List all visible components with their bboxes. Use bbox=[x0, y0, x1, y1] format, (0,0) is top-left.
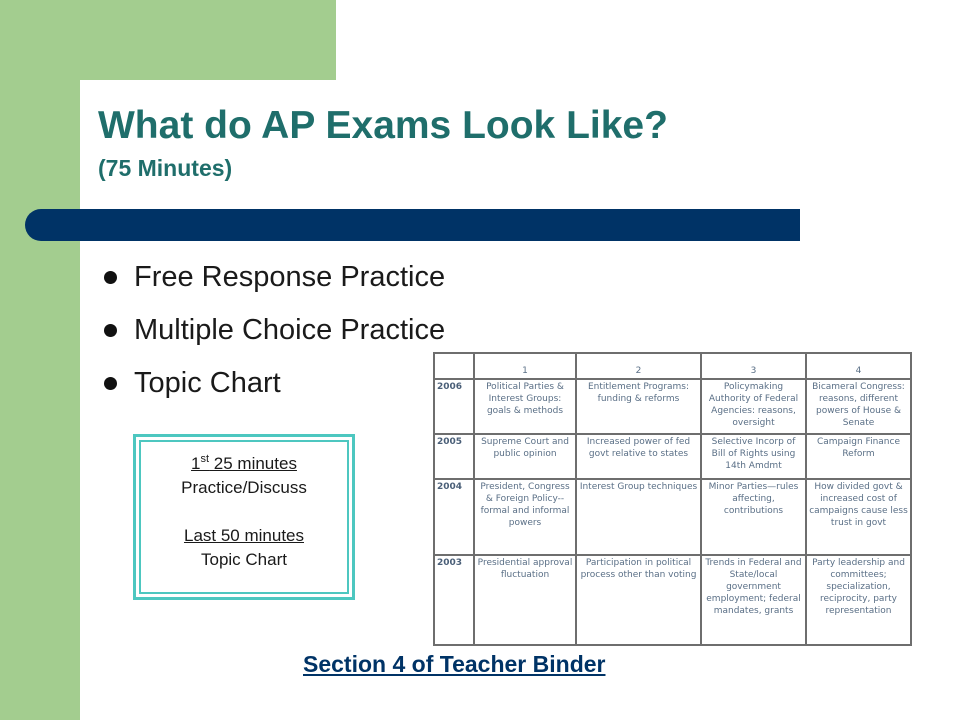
slide-subtitle: (75 Minutes) bbox=[98, 155, 233, 181]
table-row bbox=[434, 379, 911, 434]
table-header-cell: 4 bbox=[806, 353, 911, 379]
table-cell: Political Parties & Interest Groups: goals & methods bbox=[474, 379, 576, 434]
schedule-line-last: Last 50 minutes bbox=[183, 526, 304, 545]
bullet-text: Topic Chart bbox=[134, 367, 281, 399]
bullet-list bbox=[104, 255, 445, 414]
table-year-cell: 2004 bbox=[434, 479, 474, 555]
teacher-binder-link[interactable]: Section 4 of Teacher Binder bbox=[303, 651, 606, 677]
bullet-text: Free Response Practice bbox=[134, 261, 446, 293]
bullet-item bbox=[104, 308, 445, 361]
table-header-cell: 1 bbox=[474, 353, 576, 379]
topic-chart-table bbox=[433, 352, 912, 646]
table-cell: Entitlement Programs: funding & reforms bbox=[576, 379, 701, 434]
table-cell: Minor Parties—rules affecting, contributions bbox=[701, 479, 806, 555]
table-row bbox=[434, 555, 911, 645]
table-cell: Trends in Federal and State/local government employment; federal mandates, grants bbox=[701, 555, 806, 645]
schedule-box-content bbox=[139, 440, 349, 594]
bullet-text: Multiple Choice Practice bbox=[134, 314, 446, 346]
schedule-line-topic: Topic Chart bbox=[201, 550, 287, 569]
slide-title: What do AP Exams Look Like? bbox=[98, 104, 668, 147]
schedule-first-suffix: st bbox=[200, 453, 210, 465]
schedule-first-rest: 25 minutes bbox=[209, 454, 297, 473]
table-cell: Increased power of fed govt relative to states bbox=[576, 434, 701, 479]
table-row bbox=[434, 434, 911, 479]
bullet-dot-icon bbox=[104, 324, 117, 337]
table-cell: Participation in political process other than voting bbox=[576, 555, 701, 645]
table-cell: President, Congress & Foreign Policy--formal and informal powers bbox=[474, 479, 576, 555]
title-divider-band bbox=[25, 209, 800, 241]
table-header-cell: 2 bbox=[576, 353, 701, 379]
bullet-item bbox=[104, 255, 445, 308]
table-cell: Policymaking Authority of Federal Agencies: reasons, oversight bbox=[701, 379, 806, 434]
table-year-cell: 2003 bbox=[434, 555, 474, 645]
schedule-spacer bbox=[141, 500, 347, 524]
bullet-dot-icon bbox=[104, 377, 117, 390]
schedule-box bbox=[133, 434, 355, 600]
bullet-item bbox=[104, 361, 445, 414]
schedule-first-number: 1 bbox=[191, 454, 201, 473]
table-cell: Party leadership and committees; specialization, reciprocity, party representation bbox=[806, 555, 911, 645]
table-cell: Presidential approval fluctuation bbox=[474, 555, 576, 645]
bullet-dot-icon bbox=[104, 271, 117, 284]
table-year-cell: 2006 bbox=[434, 379, 474, 434]
left-green-bar bbox=[0, 0, 80, 720]
table-cell: Bicameral Congress: reasons, different powers of House & Senate bbox=[806, 379, 911, 434]
table-year-cell: 2005 bbox=[434, 434, 474, 479]
table-header-cell: 3 bbox=[701, 353, 806, 379]
schedule-line-practice: Practice/Discuss bbox=[181, 478, 307, 497]
table-row bbox=[434, 479, 911, 555]
table-cell: Supreme Court and public opinion bbox=[474, 434, 576, 479]
table-cell: Selective Incorp of Bill of Rights using 14th Amdmt bbox=[701, 434, 806, 479]
table-cell: How divided govt & increased cost of campaigns cause less trust in govt bbox=[806, 479, 911, 555]
table-cell: Campaign Finance Reform bbox=[806, 434, 911, 479]
top-green-bar bbox=[80, 0, 336, 80]
schedule-line-first bbox=[141, 452, 347, 476]
table-cell: Interest Group techniques bbox=[576, 479, 701, 555]
table-header-cell bbox=[434, 353, 474, 379]
table-header-row bbox=[434, 353, 911, 379]
